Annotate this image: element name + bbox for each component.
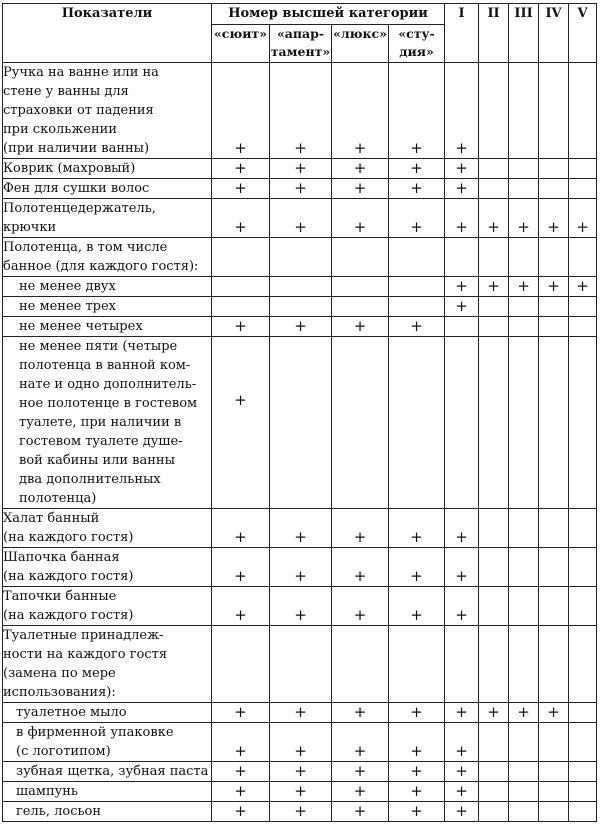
plus-mark: + bbox=[212, 802, 270, 822]
empty-cell bbox=[539, 587, 569, 626]
empty-cell bbox=[509, 762, 539, 782]
plus-mark: + bbox=[332, 159, 389, 179]
row-label: Ручка на ванне или на стене у ванны для страховки от падения при скольжении (при наличии ванны) bbox=[3, 63, 212, 159]
plus-mark: + bbox=[389, 509, 445, 548]
plus-mark: + bbox=[212, 723, 270, 762]
table-row bbox=[3, 723, 597, 762]
empty-cell bbox=[539, 762, 569, 782]
plus-mark: + bbox=[332, 782, 389, 802]
empty-cell bbox=[569, 179, 597, 199]
plus-mark: + bbox=[332, 548, 389, 587]
indicators-header: Показатели bbox=[3, 4, 212, 63]
empty-cell bbox=[212, 626, 270, 703]
plus-mark: + bbox=[270, 548, 332, 587]
empty-cell bbox=[569, 626, 597, 703]
empty-cell bbox=[539, 297, 569, 317]
row-label: Халат банный (на каждого гостя) bbox=[3, 509, 212, 548]
plus-mark: + bbox=[389, 317, 445, 337]
empty-cell bbox=[509, 587, 539, 626]
table-row bbox=[3, 762, 597, 782]
empty-cell bbox=[479, 626, 509, 703]
empty-cell bbox=[539, 63, 569, 159]
empty-cell bbox=[569, 703, 597, 723]
plus-mark: + bbox=[332, 762, 389, 782]
plus-mark: + bbox=[270, 317, 332, 337]
top-category-header: Номер высшей категории bbox=[212, 4, 445, 25]
suite-header: «сюит» bbox=[212, 25, 270, 63]
empty-cell bbox=[539, 337, 569, 509]
plus-mark: + bbox=[270, 509, 332, 548]
plus-mark: + bbox=[212, 199, 270, 238]
plus-mark: + bbox=[270, 703, 332, 723]
empty-cell bbox=[270, 238, 332, 277]
table-row bbox=[3, 297, 597, 317]
empty-cell bbox=[569, 548, 597, 587]
row-label: Коврик (махровый) bbox=[3, 159, 212, 179]
plus-mark: + bbox=[212, 587, 270, 626]
plus-mark: + bbox=[332, 63, 389, 159]
plus-mark: + bbox=[389, 587, 445, 626]
row-label: не менее трех bbox=[3, 297, 212, 317]
empty-cell bbox=[212, 238, 270, 277]
table-row bbox=[3, 802, 597, 822]
empty-cell bbox=[479, 337, 509, 509]
empty-cell bbox=[479, 548, 509, 587]
empty-cell bbox=[479, 179, 509, 199]
plus-mark: + bbox=[212, 782, 270, 802]
empty-cell bbox=[539, 548, 569, 587]
empty-cell bbox=[445, 337, 479, 509]
plus-mark: + bbox=[445, 782, 479, 802]
empty-cell bbox=[569, 762, 597, 782]
class-header-3: III bbox=[509, 4, 539, 63]
plus-mark: + bbox=[389, 179, 445, 199]
plus-mark: + bbox=[332, 587, 389, 626]
empty-cell bbox=[479, 297, 509, 317]
plus-mark: + bbox=[539, 277, 569, 297]
empty-cell bbox=[332, 626, 389, 703]
plus-mark: + bbox=[212, 179, 270, 199]
plus-mark: + bbox=[389, 723, 445, 762]
empty-cell bbox=[539, 723, 569, 762]
empty-cell bbox=[479, 782, 509, 802]
plus-mark: + bbox=[332, 723, 389, 762]
table-row bbox=[3, 703, 597, 723]
studio-header: «сту- дия» bbox=[389, 25, 445, 63]
empty-cell bbox=[509, 509, 539, 548]
row-label: Туалетные принадлеж- ности на каждого гостя (замена по мере использования): bbox=[3, 626, 212, 703]
plus-mark: + bbox=[445, 548, 479, 587]
empty-cell bbox=[539, 782, 569, 802]
empty-cell bbox=[212, 297, 270, 317]
empty-cell bbox=[509, 159, 539, 179]
plus-mark: + bbox=[389, 159, 445, 179]
empty-cell bbox=[270, 626, 332, 703]
plus-mark: + bbox=[389, 199, 445, 238]
empty-cell bbox=[332, 277, 389, 297]
plus-mark: + bbox=[539, 703, 569, 723]
empty-cell bbox=[569, 802, 597, 822]
empty-cell bbox=[539, 179, 569, 199]
plus-mark: + bbox=[332, 802, 389, 822]
empty-cell bbox=[509, 802, 539, 822]
row-label: не менее двух bbox=[3, 277, 212, 297]
plus-mark: + bbox=[332, 509, 389, 548]
empty-cell bbox=[479, 63, 509, 159]
plus-mark: + bbox=[445, 277, 479, 297]
empty-cell bbox=[509, 297, 539, 317]
table-row bbox=[3, 179, 597, 199]
empty-cell bbox=[332, 337, 389, 509]
apartment-header: «апар- тамент» bbox=[270, 25, 332, 63]
empty-cell bbox=[479, 723, 509, 762]
class-header-5: V bbox=[569, 4, 597, 63]
plus-mark: + bbox=[270, 802, 332, 822]
row-label: зубная щетка, зубная паста bbox=[3, 762, 212, 782]
plus-mark: + bbox=[270, 587, 332, 626]
row-label: не менее пяти (четыре полотенца в ванной ком- нате и одно дополнитель- ное полотенце в гостевом туалете, при наличии в гостевом туалете душе- вой кабины или ванны два дополнительных полотенца) bbox=[3, 337, 212, 509]
empty-cell bbox=[509, 238, 539, 277]
row-label: Фен для сушки волос bbox=[3, 179, 212, 199]
table-row bbox=[3, 199, 597, 238]
empty-cell bbox=[479, 587, 509, 626]
empty-cell bbox=[569, 297, 597, 317]
plus-mark: + bbox=[445, 802, 479, 822]
empty-cell bbox=[509, 179, 539, 199]
empty-cell bbox=[270, 277, 332, 297]
empty-cell bbox=[509, 317, 539, 337]
empty-cell bbox=[445, 238, 479, 277]
empty-cell bbox=[479, 509, 509, 548]
empty-cell bbox=[569, 238, 597, 277]
plus-mark: + bbox=[569, 277, 597, 297]
plus-mark: + bbox=[212, 762, 270, 782]
table-row bbox=[3, 277, 597, 297]
lux-header: «люкс» bbox=[332, 25, 389, 63]
class-header-1: I bbox=[445, 4, 479, 63]
plus-mark: + bbox=[509, 703, 539, 723]
plus-mark: + bbox=[332, 199, 389, 238]
empty-cell bbox=[569, 509, 597, 548]
table-row bbox=[3, 509, 597, 548]
plus-mark: + bbox=[270, 782, 332, 802]
table-body bbox=[3, 63, 597, 822]
empty-cell bbox=[479, 762, 509, 782]
empty-cell bbox=[509, 337, 539, 509]
plus-mark: + bbox=[445, 297, 479, 317]
row-label: не менее четырех bbox=[3, 317, 212, 337]
empty-cell bbox=[389, 238, 445, 277]
plus-mark: + bbox=[479, 199, 509, 238]
row-label: туалетное мыло bbox=[3, 703, 212, 723]
row-label: гель, лосьон bbox=[3, 802, 212, 822]
empty-cell bbox=[509, 723, 539, 762]
empty-cell bbox=[539, 238, 569, 277]
plus-mark: + bbox=[270, 179, 332, 199]
empty-cell bbox=[270, 297, 332, 317]
plus-mark: + bbox=[212, 63, 270, 159]
empty-cell bbox=[569, 317, 597, 337]
empty-cell bbox=[389, 297, 445, 317]
plus-mark: + bbox=[332, 179, 389, 199]
empty-cell bbox=[569, 63, 597, 159]
empty-cell bbox=[270, 337, 332, 509]
empty-cell bbox=[539, 626, 569, 703]
empty-cell bbox=[479, 802, 509, 822]
plus-mark: + bbox=[445, 723, 479, 762]
empty-cell bbox=[539, 802, 569, 822]
table-row bbox=[3, 337, 597, 509]
amenities-table bbox=[2, 3, 597, 822]
plus-mark: + bbox=[479, 277, 509, 297]
plus-mark: + bbox=[270, 159, 332, 179]
plus-mark: + bbox=[479, 703, 509, 723]
empty-cell bbox=[569, 159, 597, 179]
plus-mark: + bbox=[389, 762, 445, 782]
table-row bbox=[3, 587, 597, 626]
plus-mark: + bbox=[445, 509, 479, 548]
plus-mark: + bbox=[332, 317, 389, 337]
row-label: Тапочки банные (на каждого гостя) bbox=[3, 587, 212, 626]
empty-cell bbox=[539, 317, 569, 337]
plus-mark: + bbox=[509, 199, 539, 238]
empty-cell bbox=[569, 782, 597, 802]
empty-cell bbox=[332, 297, 389, 317]
plus-mark: + bbox=[539, 199, 569, 238]
empty-cell bbox=[509, 63, 539, 159]
class-header-2: II bbox=[479, 4, 509, 63]
row-label: в фирменной упаковке (с логотипом) bbox=[3, 723, 212, 762]
plus-mark: + bbox=[212, 159, 270, 179]
plus-mark: + bbox=[212, 509, 270, 548]
empty-cell bbox=[509, 782, 539, 802]
empty-cell bbox=[539, 159, 569, 179]
table-row bbox=[3, 317, 597, 337]
plus-mark: + bbox=[509, 277, 539, 297]
empty-cell bbox=[389, 626, 445, 703]
plus-mark: + bbox=[270, 199, 332, 238]
empty-cell bbox=[479, 317, 509, 337]
plus-mark: + bbox=[389, 548, 445, 587]
plus-mark: + bbox=[389, 63, 445, 159]
empty-cell bbox=[389, 337, 445, 509]
plus-mark: + bbox=[569, 199, 597, 238]
table-row bbox=[3, 63, 597, 159]
plus-mark: + bbox=[212, 548, 270, 587]
row-label: Полотенцедержатель, крючки bbox=[3, 199, 212, 238]
empty-cell bbox=[389, 277, 445, 297]
empty-cell bbox=[212, 277, 270, 297]
plus-mark: + bbox=[445, 587, 479, 626]
empty-cell bbox=[479, 159, 509, 179]
empty-cell bbox=[569, 337, 597, 509]
plus-mark: + bbox=[445, 199, 479, 238]
table-row bbox=[3, 626, 597, 703]
plus-mark: + bbox=[445, 63, 479, 159]
class-header-4: IV bbox=[539, 4, 569, 63]
plus-mark: + bbox=[270, 762, 332, 782]
table-row bbox=[3, 159, 597, 179]
plus-mark: + bbox=[445, 179, 479, 199]
plus-mark: + bbox=[212, 337, 270, 509]
empty-cell bbox=[509, 548, 539, 587]
plus-mark: + bbox=[445, 159, 479, 179]
plus-mark: + bbox=[389, 782, 445, 802]
plus-mark: + bbox=[332, 703, 389, 723]
empty-cell bbox=[539, 509, 569, 548]
empty-cell bbox=[569, 723, 597, 762]
empty-cell bbox=[569, 587, 597, 626]
empty-cell bbox=[445, 626, 479, 703]
plus-mark: + bbox=[212, 703, 270, 723]
plus-mark: + bbox=[389, 703, 445, 723]
row-label: шампунь bbox=[3, 782, 212, 802]
plus-mark: + bbox=[389, 802, 445, 822]
table-row bbox=[3, 238, 597, 277]
row-label: Шапочка банная (на каждого гостя) bbox=[3, 548, 212, 587]
table-row bbox=[3, 782, 597, 802]
empty-cell bbox=[332, 238, 389, 277]
plus-mark: + bbox=[270, 63, 332, 159]
empty-cell bbox=[479, 238, 509, 277]
table-row bbox=[3, 548, 597, 587]
row-label: Полотенца, в том числе банное (для каждого гостя): bbox=[3, 238, 212, 277]
empty-cell bbox=[509, 626, 539, 703]
plus-mark: + bbox=[445, 762, 479, 782]
plus-mark: + bbox=[270, 723, 332, 762]
plus-mark: + bbox=[445, 703, 479, 723]
empty-cell bbox=[445, 317, 479, 337]
plus-mark: + bbox=[212, 317, 270, 337]
